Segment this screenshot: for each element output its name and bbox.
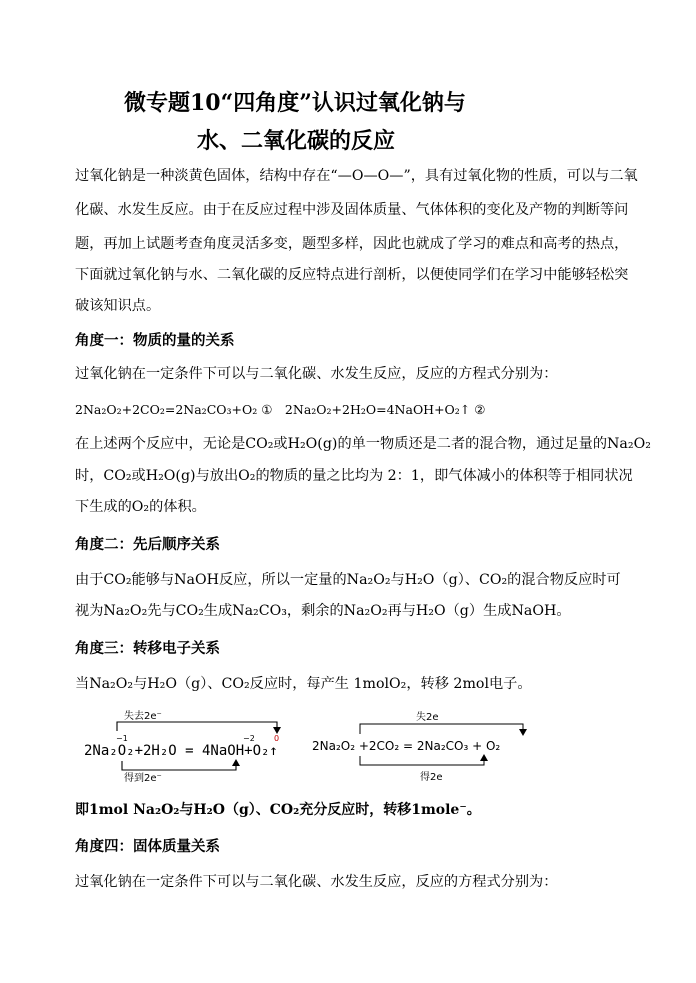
equation-co2: 2Na₂O₂ +2CO₂ = 2Na₂CO₃ + O₂: [312, 739, 501, 753]
gain-electrons-label-2: 得2e: [420, 772, 443, 783]
intro-line-3: 题，再加上试题考查角度灵活多变，题型多样，因此也就成了学习的难点和高考的热点，: [75, 236, 629, 252]
intro-line-4: 下面就过氧化钠与水、二氧化碳的反应特点进行剖析，以便使同学们在学习中能够轻松突: [75, 267, 629, 283]
lose-electrons-label-2: 失2e: [416, 712, 439, 723]
intro-line-5: 破该知识点。: [75, 298, 161, 314]
lose-electrons-arrow: [117, 722, 277, 731]
lose-electrons-arrow-2: [360, 724, 523, 734]
angle-1-body-line-2: 时，CO₂或H₂O(g)与放出O₂的物质的量之比均为 2：1，即气体减小的体积等于相同状况: [75, 468, 633, 484]
lose-arrow-head-2: [519, 729, 527, 736]
gain-electrons-label: 得到2e⁻: [124, 773, 162, 784]
equation-water: 2Na₂O₂+2H₂O = 4NaOH+O₂↑: [84, 743, 278, 759]
angle-1-formula: 2Na₂O₂+2CO₂=2Na₂CO₃+O₂ ① 2Na₂O₂+2H₂O=4NaOH+O₂↑ ②: [75, 402, 486, 417]
lose-electrons-label: 失去2e⁻: [124, 711, 162, 722]
ox-state-minus1: −1: [116, 734, 128, 743]
angle-2-body-line-2: 视为Na₂O₂先与CO₂生成Na₂CO₃，剩余的Na₂O₂再与H₂O（g）生成NaOH。: [75, 603, 571, 619]
redox-diagram-co2: [310, 708, 566, 784]
ox-state-minus2: −2: [243, 734, 255, 743]
gain-electrons-arrow: [122, 761, 236, 770]
angle-1-heading: 角度一：物质的量的关系: [75, 332, 235, 349]
intro-line-2: 化碳、水发生反应。由于在反应过程中涉及固体质量、气体体积的变化及产物的判断等问: [75, 202, 629, 218]
angle-3-conclusion: 即1mol Na₂O₂与H₂O（g）、CO₂充分反应时，转移1mole⁻。: [75, 802, 481, 818]
lose-arrow-head: [273, 727, 281, 734]
angle-1-body-line-1: 在上述两个反应中，无论是CO₂或H₂O(g)的单一物质还是二者的混合物，通过足量的Na₂O₂: [75, 436, 651, 452]
intro-line-1: 过氧化钠是一种淡黄色固体，结构中存在“—O—O—”，具有过氧化物的性质，可以与二氧: [75, 168, 638, 184]
gain-electrons-arrow-2: [360, 756, 484, 765]
gain-arrow-head-2: [480, 754, 488, 761]
redox-diagram-water: [78, 705, 310, 785]
angle-2-heading: 角度二：先后顺序关系: [75, 536, 220, 553]
ox-state-zero: 0: [274, 734, 280, 743]
angle-4-text: 过氧化钠在一定条件下可以与二氧化碳、水发生反应，反应的方程式分别为：: [75, 874, 558, 890]
gain-arrow-head: [232, 759, 240, 766]
angle-3-heading: 角度三：转移电子关系: [75, 640, 220, 657]
angle-3-text: 当Na₂O₂与H₂O（g）、CO₂反应时，每产生 1molO₂，转移 2mol电子。: [75, 676, 532, 692]
angle-1-text: 过氧化钠在一定条件下可以与二氧化碳、水发生反应，反应的方程式分别为：: [75, 366, 558, 382]
angle-2-body-line-1: 由于CO₂能够与NaOH反应，所以一定量的Na₂O₂与H₂O（g）、CO₂的混合物反应时可: [75, 572, 621, 588]
angle-1-body-line-3: 下生成的O₂的体积。: [75, 499, 206, 515]
page-title-line-2: 水、二氧化碳的反应: [197, 128, 396, 154]
page-title-line-1: 微专题10“四角度”认识过氧化钠与: [124, 90, 466, 116]
angle-4-heading: 角度四：固体质量关系: [75, 838, 220, 855]
